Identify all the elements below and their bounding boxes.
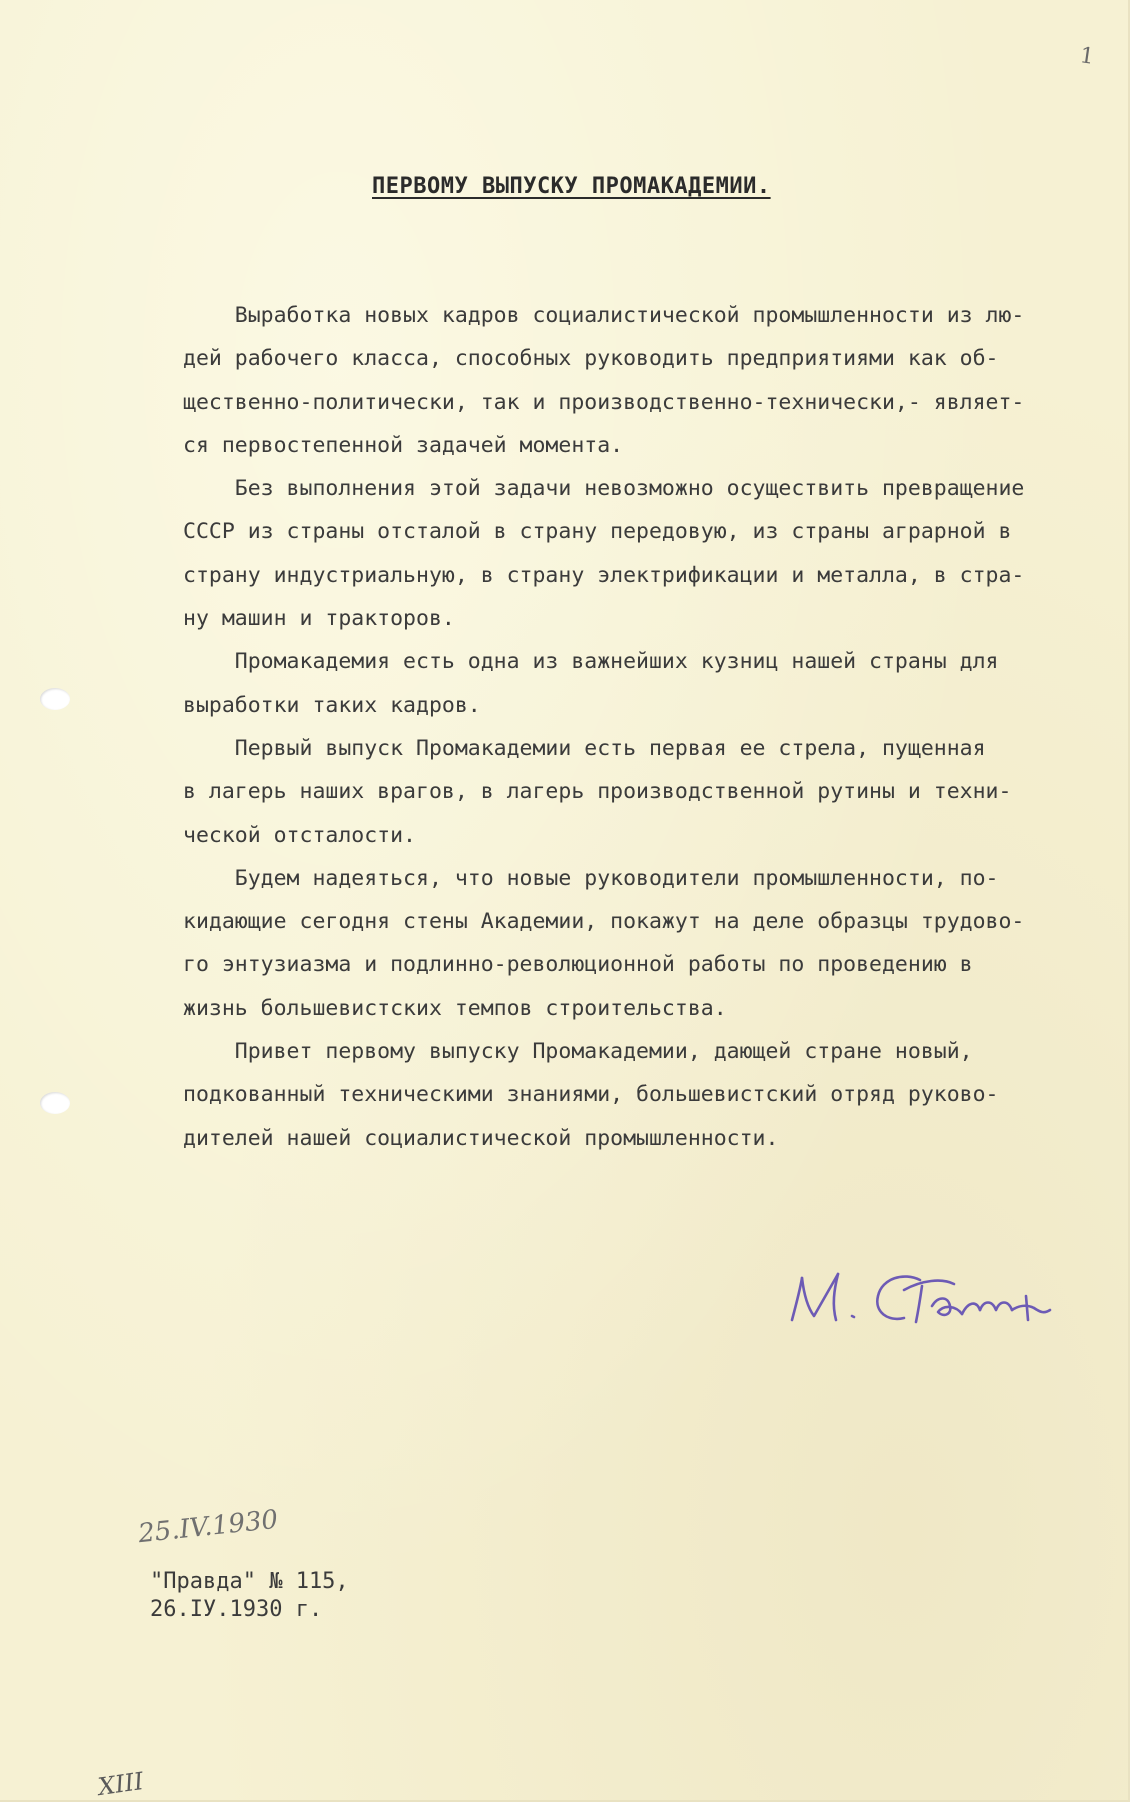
body-line: Привет первому выпуску Промакадемии, дающей стране новый, bbox=[183, 1039, 973, 1065]
body-line: ся первостепенной задачей момента. bbox=[183, 432, 624, 458]
body-line: го энтузиазма и подлинно-революционной работы по проведению в bbox=[183, 952, 973, 978]
body-line: дей рабочего класса, способных руководить предприятиями как об- bbox=[183, 346, 999, 372]
source-line: "Правда" № 115, bbox=[150, 1569, 349, 1594]
handwritten-signature bbox=[772, 1250, 1072, 1350]
body-line: страну индустриальную, в страну электрификации и металла, в стра- bbox=[183, 562, 1025, 588]
document-body bbox=[183, 294, 1103, 1160]
body-line: жизнь большевистских темпов строительства. bbox=[183, 995, 727, 1021]
body-line: ну машин и тракторов. bbox=[183, 606, 455, 632]
body-line: щественно-политически, так и производственно-технически,- являет- bbox=[183, 389, 1025, 415]
body-line: подкованный техническими знаниями, большевистский отряд руково- bbox=[183, 1082, 999, 1108]
archive-mark: XIII bbox=[96, 1766, 146, 1802]
body-line: ческой отсталости. bbox=[183, 822, 416, 848]
body-line: Без выполнения этой задачи невозможно осуществить превращение bbox=[183, 476, 1025, 502]
body-line: Первый выпуск Промакадемии есть первая ее стрела, пущенная bbox=[183, 735, 986, 761]
body-line: выработки таких кадров. bbox=[183, 692, 481, 718]
body-line: кидающие сегодня стены Академии, покажут на деле образцы трудово- bbox=[183, 909, 1025, 935]
source-reference bbox=[150, 1568, 349, 1624]
body-line: Промакадемия есть одна из важнейших кузниц нашей страны для bbox=[183, 649, 999, 675]
body-line: в лагерь наших врагов, в лагерь производственной рутины и техни- bbox=[183, 779, 1012, 805]
body-line: дителей нашей социалистической промышленности. bbox=[183, 1125, 779, 1151]
body-line: Будем надеяться, что новые руководители промышленности, по- bbox=[183, 865, 999, 891]
punch-hole-top bbox=[40, 688, 70, 710]
body-line: Выработка новых кадров социалистической промышленности из лю- bbox=[183, 303, 1025, 328]
body-line: СССР из страны отсталой в страну передовую, из страны аграрной в bbox=[183, 519, 1012, 545]
document-title: ПЕРВОМУ ВЫПУСКУ ПРОМАКАДЕМИИ. bbox=[372, 174, 771, 199]
punch-hole-bottom bbox=[40, 1092, 70, 1114]
handwritten-date: 25.IV.1930 bbox=[136, 1504, 280, 1550]
source-line: 26.IУ.1930 г. bbox=[150, 1597, 323, 1622]
page-number: 1 bbox=[1078, 43, 1096, 70]
